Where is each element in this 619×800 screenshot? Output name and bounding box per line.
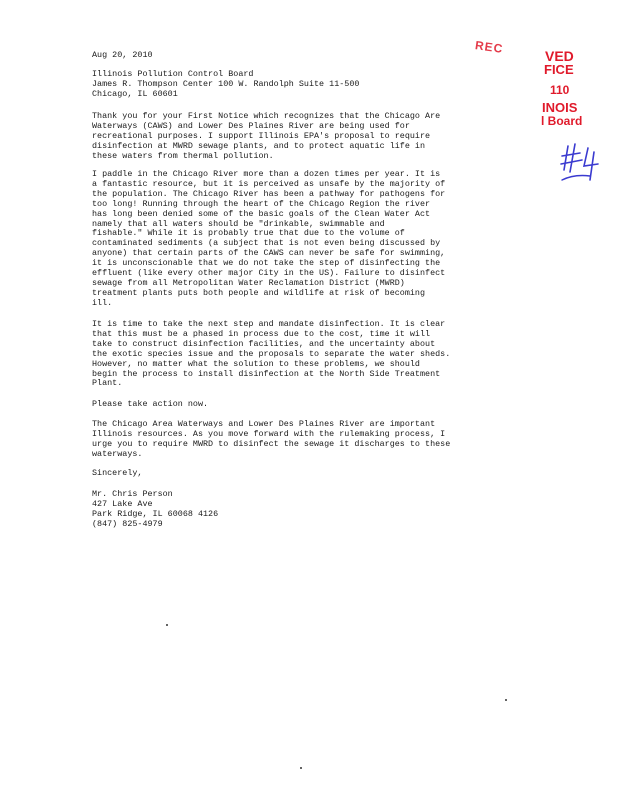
stamp-fragment-top: REC <box>474 38 505 56</box>
paragraph-action: Please take action now. <box>92 399 209 409</box>
letter-date: Aug 20, 2010 <box>92 50 153 60</box>
paragraph-first-notice: Thank you for your First Notice which recognizes that the Chicago Are Waterways (CAWS) and Lower Des Plaines River are being used for recreational purposes. I support Illinois EPA's proposal to require disinfection at MWRD sewage plants, and to protect aquatic life in these waters from thermal pollution. <box>92 111 441 161</box>
closing: Sincerely, <box>92 468 143 478</box>
paragraph-paddling: I paddle in the Chicago River more than a dozen times per year. It is a fantastic resource, but it is perceived as unsafe by the majority of the population. The Chicago River has been a pathway for pathogens for too long! Running through the heart of the Chicago Region the river has long been denied some of the basic goals of the Clean Water Act namely that all waters should be "drinkable, swimmable and fishable." While it is probably true that due to the volume of contaminated sediments (a subject that is not even being discussed by anyone) that certain parts of the CAWS can never be safe for swimming, it is unconscionable that we do not take the step of disinfecting the effluent (like every other major City in the US). Failure to disinfect sewage from all Metropolitan Water Reclamation District (MWRD) treatment plants puts both people and wildlife at risk of becoming ill. <box>92 169 446 308</box>
stamp-board: l Board <box>541 114 583 128</box>
handwritten-number-mark <box>560 140 600 185</box>
stamp-office: FICE <box>544 62 574 77</box>
scan-speck <box>300 767 302 769</box>
stamp-received: VED <box>545 48 574 64</box>
scan-speck <box>505 699 507 701</box>
stamp-number: 110 <box>550 83 570 97</box>
stamp-illinois: INOIS <box>542 100 578 115</box>
scan-speck <box>166 624 168 626</box>
signature-block: Mr. Chris Person 427 Lake Ave Park Ridge, IL 60068 4126 (847) 825-4979 <box>92 489 219 529</box>
paragraph-resources: The Chicago Area Waterways and Lower Des Plaines River are important Illinois resources. As you move forward with the rulemaking process, I urge you to require MWRD to disinfect the sewage it discharges to these waterways. <box>92 419 451 459</box>
paragraph-mandate: It is time to take the next step and mandate disinfection. It is clear that this must be a phased in process due to the cost, time it will take to construct disinfection facilities, and the uncertainty about the exotic species issue and the proposals to separate the water sheds. However, no matter what the solution to these problems, we should begin the process to install disinfection at the North Side Treatment Plant. <box>92 319 451 389</box>
recipient-address: Illinois Pollution Control Board James R. Thompson Center 100 W. Randolph Suite 11-500 Chicago, IL 60601 <box>92 69 360 99</box>
